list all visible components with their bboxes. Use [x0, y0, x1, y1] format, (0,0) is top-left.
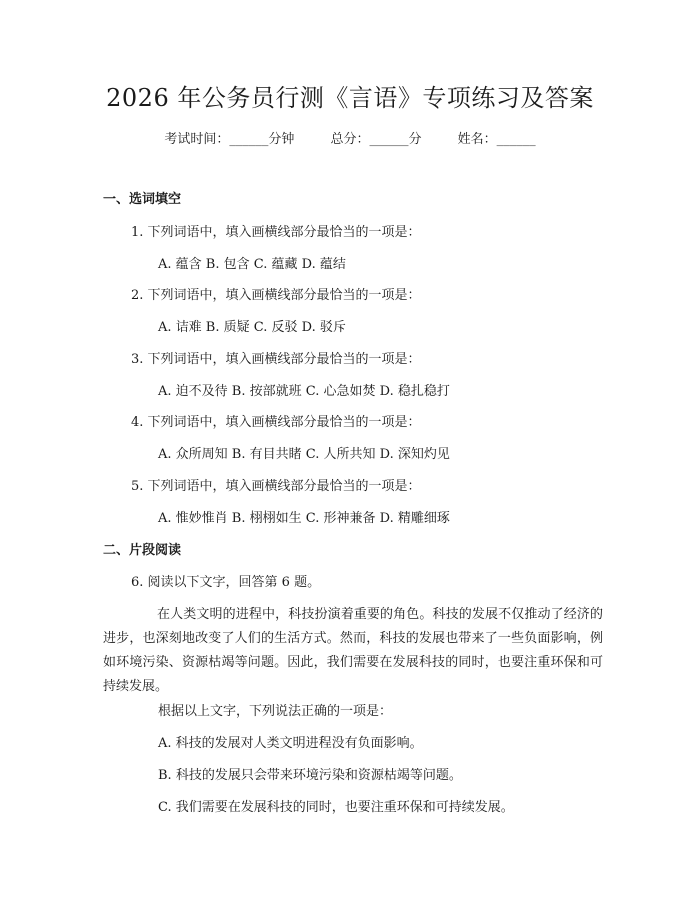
question-6-stem: 6. 阅读以下文字，回答第 6 题。 — [131, 575, 321, 590]
question-5-stem: 5. 下列词语中，填入画横线部分最恰当的一项是： — [131, 479, 421, 494]
reading-passage: 在人类文明的进程中，科技扮演着重要的角色。科技的发展不仅推动了经济的进步，也深刻地改变了人们的生活方式。然而，科技的发展也带来了一些负面影响，例如环境污染、资源枯竭等问题。因此，我们需要在发展科技的同时，也要注重环保和可持续发展。 — [103, 607, 603, 694]
question-6-prompt: 根据以上文字，下列说法正确的一项是： — [158, 704, 393, 719]
question-6-choice-a: A. 科技的发展对人类文明进程没有负面影响。 — [158, 736, 423, 751]
question-2-stem: 2. 下列词语中，填入画横线部分最恰当的一项是： — [131, 288, 421, 303]
question-4-options: A. 众所周知 B. 有目共睹 C. 人所共知 D. 深知灼见 — [158, 447, 450, 462]
question-5-options: A. 惟妙惟肖 B. 栩栩如生 C. 形神兼备 D. 精雕细琢 — [158, 511, 450, 526]
question-6-choice-b: B. 科技的发展只会带来环境污染和资源枯竭等问题。 — [158, 768, 462, 783]
question-3-stem: 3. 下列词语中，填入画横线部分最恰当的一项是： — [131, 352, 421, 367]
page-title: 2026 年公务员行测《言语》专项练习及答案 — [106, 84, 594, 112]
section-heading-fill-in: 一、选词填空 — [103, 192, 182, 207]
question-3-options: A. 迫不及待 B. 按部就班 C. 心急如焚 D. 稳扎稳打 — [158, 384, 450, 399]
name-field: 姓名：______ — [457, 132, 536, 147]
question-6-choice-c: C. 我们需要在发展科技的同时，也要注重环保和可持续发展。 — [158, 800, 514, 815]
exam-time-field: 考试时间：______分钟 — [164, 132, 295, 147]
question-1-options: A. 蕴含 B. 包含 C. 蕴藏 D. 蕴结 — [158, 257, 346, 272]
total-score-field: 总分：______分 — [330, 132, 422, 147]
question-2-options: A. 诘难 B. 质疑 C. 反驳 D. 驳斥 — [158, 320, 346, 335]
exam-meta — [0, 130, 700, 150]
question-4-stem: 4. 下列词语中，填入画横线部分最恰当的一项是： — [131, 415, 421, 430]
section-heading-reading: 二、片段阅读 — [103, 543, 182, 558]
question-1-stem: 1. 下列词语中，填入画横线部分最恰当的一项是： — [131, 225, 421, 240]
